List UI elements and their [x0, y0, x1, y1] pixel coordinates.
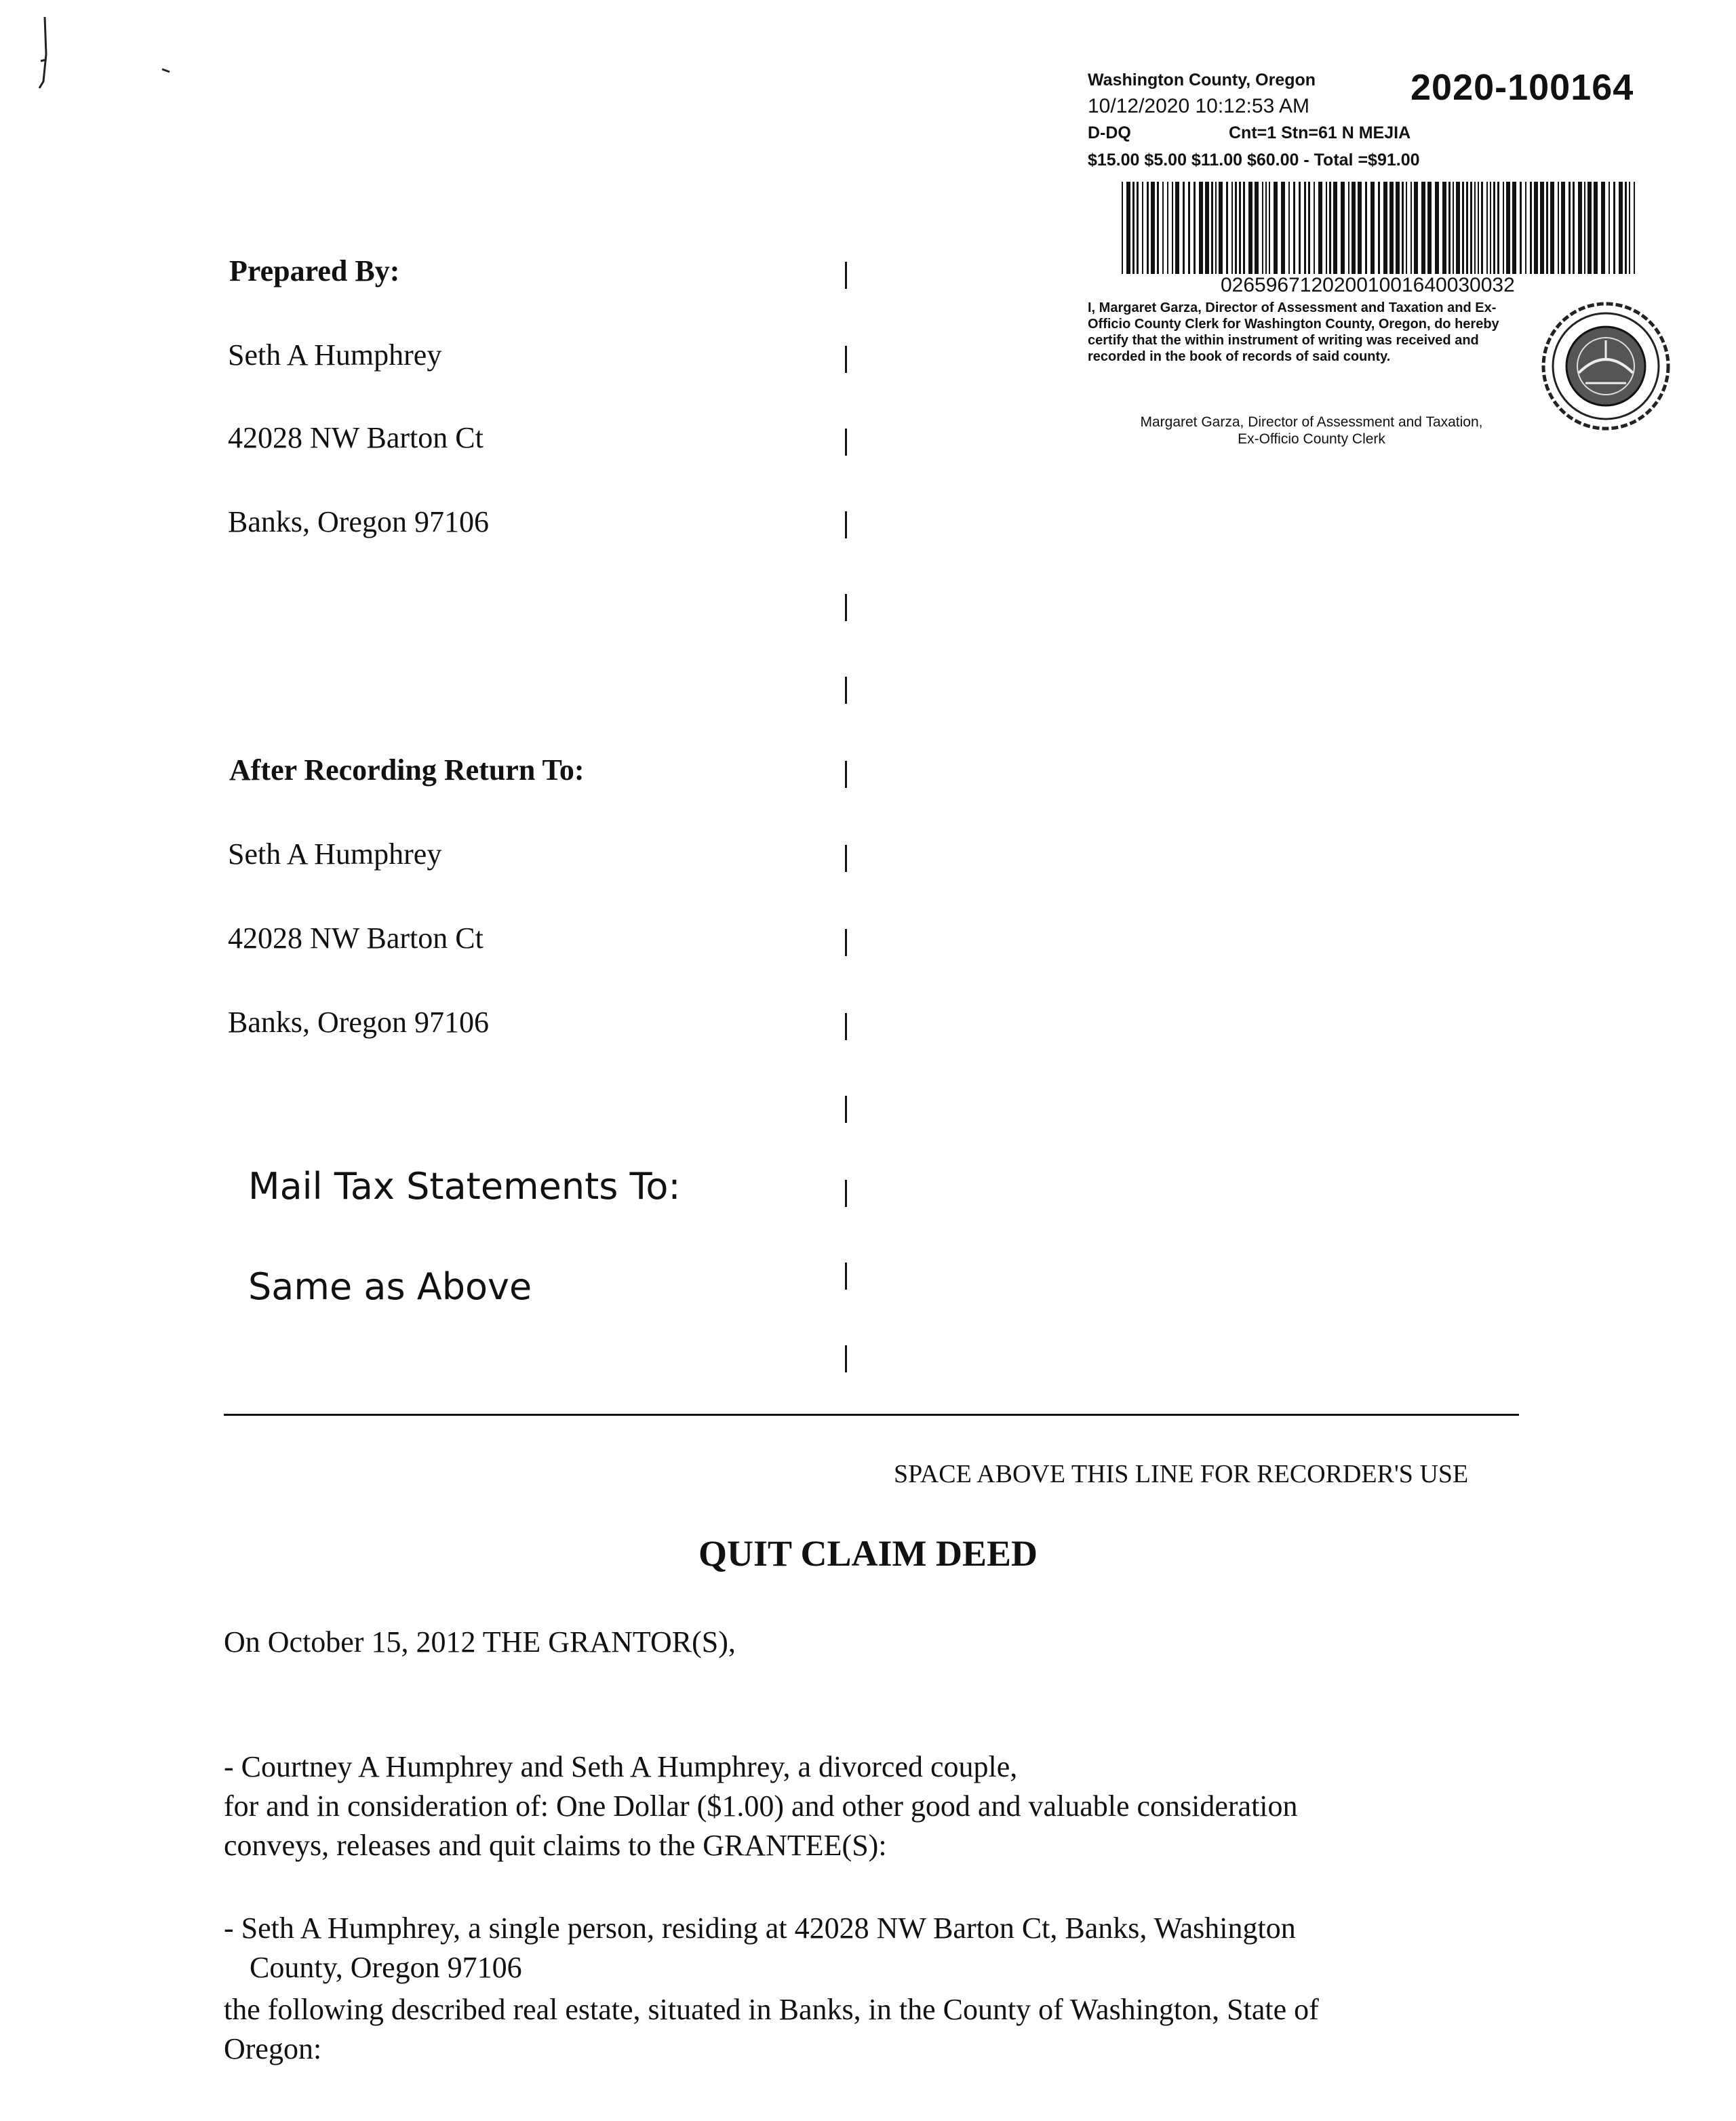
tax-value: Same as Above	[248, 1265, 532, 1308]
column-marker	[845, 845, 847, 872]
column-marker	[845, 761, 847, 788]
return-to-city: Banks, Oregon 97106	[228, 1006, 489, 1039]
prepared-by-city: Banks, Oregon 97106	[228, 505, 489, 538]
return-to-street: 42028 NW Barton Ct	[228, 921, 484, 955]
property-line-2: Oregon:	[224, 2032, 322, 2065]
grantee-line-2: County, Oregon 97106	[250, 1951, 522, 1984]
column-marker	[845, 1013, 847, 1040]
column-marker	[845, 429, 847, 456]
barcode	[1122, 182, 1637, 274]
column-marker	[845, 262, 847, 289]
column-marker	[845, 1263, 847, 1290]
certification-signature	[1088, 414, 1535, 448]
certification-text: I, Margaret Garza, Director of Assessment and Taxation and Ex-Officio County Clerk for Washington County, Oregon, do hereby certify that the within instrument of writing was received and recorded in the book of records of said county.	[1088, 300, 1499, 364]
deed-intro: On October 15, 2012 THE GRANTOR(S),	[224, 1625, 736, 1659]
signature-line-1: Margaret Garza, Director of Assessment and Taxation,	[1140, 414, 1483, 430]
grantor-line-2: for and in consideration of: One Dollar ($1.00) and other good and valuable consideration	[224, 1789, 1298, 1823]
stamp-fees: $15.00 $5.00 $11.00 $60.00 - Total =$91.00	[1088, 151, 1420, 170]
grantee-line-1: - Seth A Humphrey, a single person, residing at 42028 NW Barton Ct, Banks, Washington	[224, 1911, 1296, 1945]
recorder-divider	[224, 1414, 1519, 1416]
prepared-by-heading: Prepared By:	[229, 254, 400, 288]
tax-heading: Mail Tax Statements To:	[248, 1165, 681, 1208]
recorder-note: SPACE ABOVE THIS LINE FOR RECORDER'S USE	[894, 1460, 1469, 1488]
return-to-heading: After Recording Return To:	[229, 753, 585, 787]
document-number: 2020-100164	[1410, 67, 1634, 108]
document-title: QUIT CLAIM DEED	[698, 1533, 1038, 1574]
stamp-datetime: 10/12/2020 10:12:53 AM	[1088, 95, 1309, 117]
barcode-number: 02659671202001001640030032	[1221, 274, 1515, 296]
column-marker	[845, 511, 847, 538]
column-marker	[845, 1096, 847, 1123]
stamp-count: Cnt=1 Stn=61 N MEJIA	[1229, 123, 1411, 142]
column-marker	[845, 677, 847, 704]
column-marker	[845, 1345, 847, 1372]
scan-mark	[161, 68, 171, 73]
column-marker	[845, 1180, 847, 1207]
prepared-by-street: 42028 NW Barton Ct	[228, 421, 484, 454]
stamp-county: Washington County, Oregon	[1088, 71, 1316, 90]
county-seal-icon	[1538, 298, 1674, 434]
grantor-line-1: - Courtney A Humphrey and Seth A Humphrey, a divorced couple,	[224, 1750, 1018, 1783]
prepared-by-name: Seth A Humphrey	[228, 338, 442, 372]
property-line-1: the following described real estate, situated in Banks, in the County of Washington, State of	[224, 1993, 1319, 2026]
column-marker	[845, 594, 847, 621]
stamp-dept: D-DQ	[1088, 123, 1131, 142]
return-to-name: Seth A Humphrey	[228, 837, 442, 871]
signature-line-2: Ex-Officio County Clerk	[1238, 431, 1385, 447]
column-marker	[845, 929, 847, 956]
column-marker	[845, 346, 847, 373]
scan-mark	[30, 14, 57, 95]
grantor-line-3: conveys, releases and quit claims to the GRANTEE(S):	[224, 1829, 887, 1862]
